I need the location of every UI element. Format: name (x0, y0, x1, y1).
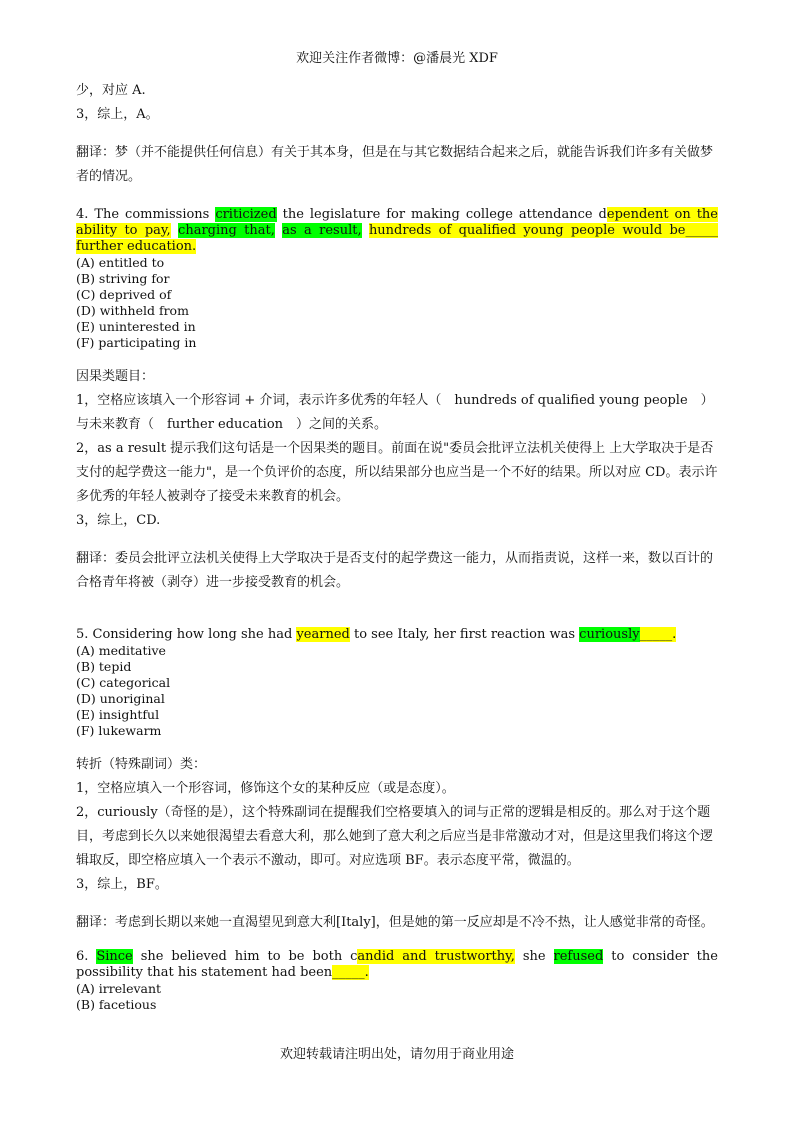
highlight-yellow: andid and trustworthy, (357, 949, 515, 964)
option-b: (B) facetious (76, 997, 157, 1012)
highlight-yellow: _____. (332, 965, 369, 980)
highlight-green: as a result, (282, 223, 362, 238)
option-d: (D) unoriginal (76, 691, 165, 706)
option-b: (B) striving for (76, 271, 170, 286)
question-4-options (76, 255, 718, 351)
option-a: (A) irrelevant (76, 981, 162, 996)
question-4-text: 4. The commissions criticized the legislature for making college attendance dependent on the ability to pay, charging that, as a result, hundreds of qualified young people would be_____ further education. (76, 207, 719, 254)
translation-paragraph: 翻译：委员会批评立法机关使得上大学取决于是否支付的起学费这一能力，从而指责说，这样一来，数以百计的合格青年将被（剥夺）进一步接受教育的机会。 (76, 551, 714, 590)
option-b: (B) tepid (76, 659, 132, 674)
page-footer: 欢迎转载请注明出处，请勿用于商业用途 (279, 1047, 514, 1062)
analysis-point-1: 1，空格应该填入一个形容词 + 介词，表示许多优秀的年轻人（ hundreds of qualified young people ）与未来教育（ further education ）之间的关系。 (76, 393, 714, 432)
page-header: 欢迎关注作者微博：@潘晨光 XDF (296, 51, 498, 66)
highlight-yellow: hundreds of qualified young people would be_____ further education. (76, 223, 719, 254)
analysis-point-3: 3，综上，BF。 (76, 877, 168, 892)
option-e: (E) uninterested in (76, 319, 196, 334)
option-f: (F) lukewarm (76, 723, 162, 738)
question-5-text: 5. Considering how long she had yearned to see Italy, her first reaction was curiously_____. (76, 627, 677, 642)
option-a: (A) meditative (76, 643, 166, 658)
translation-paragraph: 翻译：梦（并不能提供任何信息）有关于其本身，但是在与其它数据结合起来之后，就能告诉我们许多有关做梦者的情况。 (76, 145, 714, 184)
analysis-title: 因果类题目： (76, 369, 155, 384)
analysis-point-3: 3，综上，CD. (76, 513, 161, 528)
option-a: (A) entitled to (76, 255, 165, 270)
page-content (76, 79, 718, 1013)
highlight-green: Since (96, 949, 133, 964)
highlight-green: charging that, (178, 223, 275, 238)
question-6-text: 6. Since she believed him to be both candid and trustworthy, she refused to consider the possibility that his statement had been_____. (76, 949, 718, 980)
conclusion-line: 3，综上，A。 (76, 107, 159, 122)
highlight-yellow: _____. (639, 627, 677, 642)
analysis-point-2: 2，curiously（奇怪的是），这个特殊副词在提醒我们空格要填入的词与正常的逻辑是相反的。那么对于这个题目，考虑到长久以来她很渴望去看意大利，那么她到了意大利之后应当是非常激动才对，但是这里我们将这个逻辑取反，即空格应填入一个表示不激动，即可。对应选项 BF。表示态度平常，微温的。 (76, 805, 714, 868)
translation-paragraph: 翻译：考虑到长期以来她一直渴望见到意大利[Italy]，但是她的第一反应却是不冷不热，让人感觉非常的奇怪。 (76, 915, 714, 930)
option-e: (E) insightful (76, 707, 160, 722)
option-d: (D) withheld from (76, 303, 189, 318)
option-f: (F) participating in (76, 335, 197, 350)
highlight-yellow: yearned (296, 627, 350, 642)
question-5-options (76, 643, 718, 739)
highlight-yellow: ependent on the ability to pay, (76, 207, 718, 238)
highlight-green: refused (553, 949, 604, 964)
question-6-options (76, 981, 718, 1013)
option-c: (C) deprived of (76, 287, 172, 302)
option-c: (C) categorical (76, 675, 171, 690)
highlight-green: curiously (579, 627, 640, 642)
analysis-title: 转折（特殊副词）类： (76, 757, 207, 772)
analysis-point-1: 1，空格应填入一个形容词，修饰这个女的某种反应（或是态度）。 (76, 781, 455, 796)
analysis-point-2: 2，as a result 提示我们这句话是一个因果类的题目。前面在说"委员会批评立法机关使得上 上大学取决于是否支付的起学费这一能力"，是一个负评价的态度，所以结果部分也应当是一个不好的结果。所以对应 CD。表示许多优秀的年轻人被剥夺了接受未来教育的机会。 (76, 441, 718, 504)
highlight-green: criticized (215, 207, 277, 222)
answer-line: 少，对应 A. (76, 83, 146, 98)
